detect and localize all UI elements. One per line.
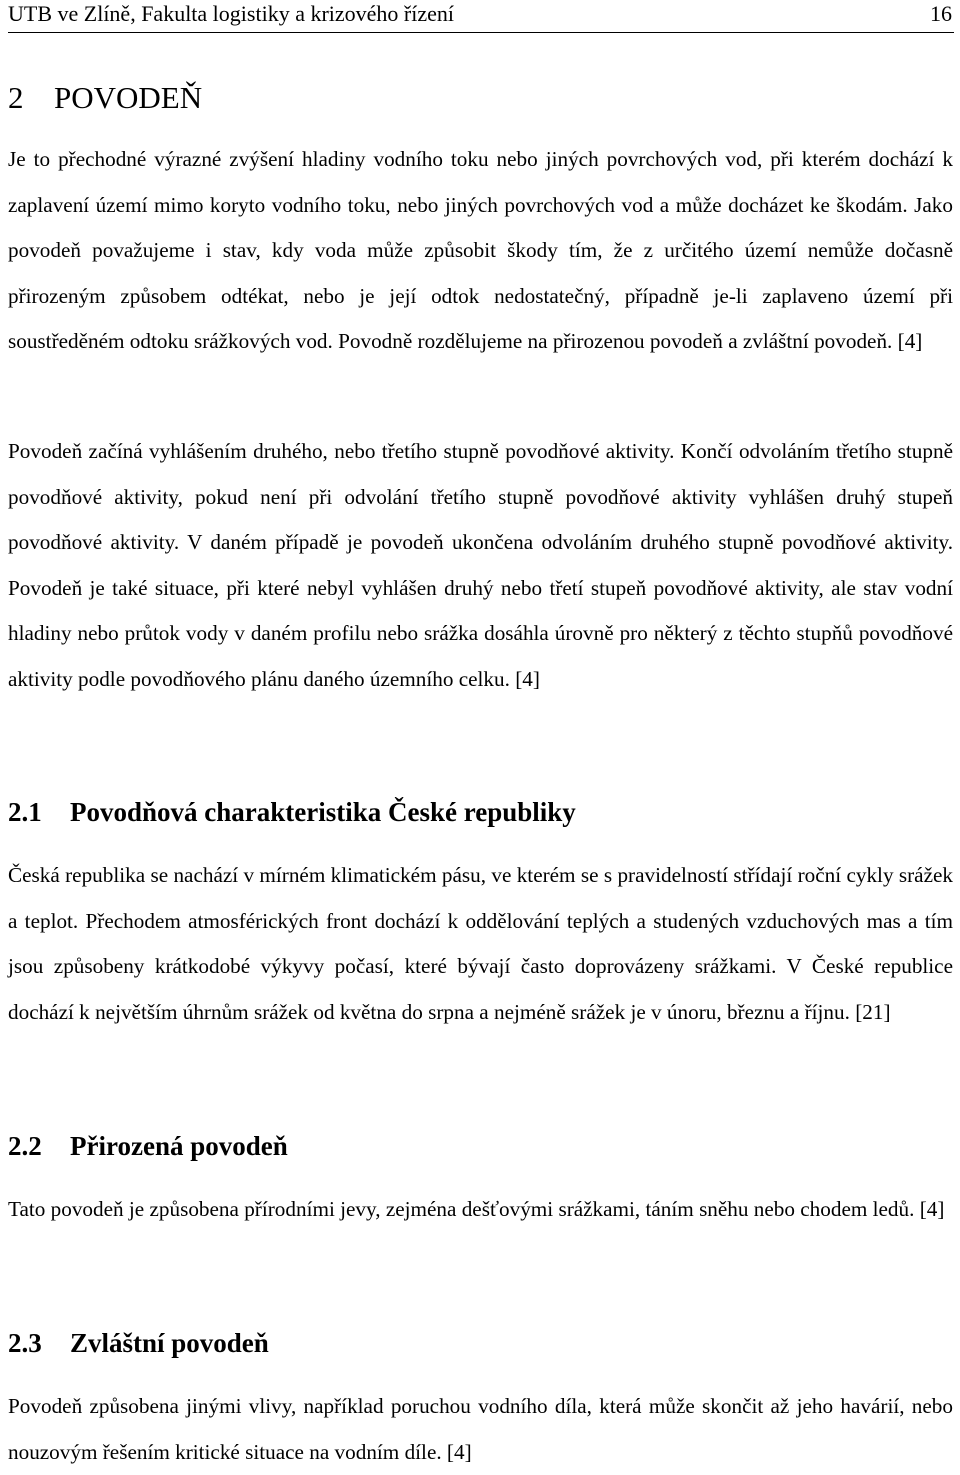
paragraph-intro: Je to přechodné výrazné zvýšení hladiny vodního toku nebo jiných povrchových vod, při kterém dochází k zaplavení území mimo koryto vodního toku, nebo jiných povrchových vod a může docházet ke škodám. Jako povodeň považujeme i stav, kdy voda může způsobit škody tím, že z určitého území nemůže dočasně přirozeným způsobem odtékat, nebo je její odtok nedostatečný, případně je-li zaplaveno území při soustředěném odtoku srážkových vod. Povodně rozdělujeme na přirozenou povodeň a zvláštní povodeň. [4] <box>8 147 953 354</box>
section-title: Přirozená povodeň <box>70 1131 288 1161</box>
paragraph-section-2-1: Česká republika se nachází v mírném klimatickém pásu, ve kterém se s pravidelností střídají roční cykly srážek a teplot. Přechodem atmosférických front dochází k oddělování teplých a studených vzduchových mas a tím jsou způsobeny krátkodobé výkyvy počasí, které bývají často doprovázeny srážkami. V České republice dochází k největším úhrnům srážek od května do srpna a nejméně srážek je v únoru, březnu a říjnu. [21] <box>8 863 953 1024</box>
chapter-heading <box>8 78 202 118</box>
running-header <box>8 0 954 33</box>
chapter-title: POVODEŇ <box>54 80 203 115</box>
section-heading-2-3 <box>8 1325 269 1361</box>
paragraph-section-2-3: Povodeň způsobena jinými vlivy, například poruchou vodního díla, která může skončit až jeho havárií, nebo nouzovým řešením kritické situace na vodním díle. [4] <box>8 1394 953 1464</box>
section-number: 2.1 <box>8 797 42 827</box>
section-number: 2.2 <box>8 1131 42 1161</box>
header-title: UTB ve Zlíně, Fakulta logistiky a krizového řízení <box>8 1 455 26</box>
section-heading-2-1 <box>8 794 576 830</box>
section-heading-2-2 <box>8 1128 288 1164</box>
section-title: Povodňová charakteristika České republiky <box>70 797 576 827</box>
section-title: Zvláštní povodeň <box>70 1328 269 1358</box>
page-number: 16 <box>930 1 952 26</box>
section-number: 2.3 <box>8 1328 42 1358</box>
chapter-number: 2 <box>8 80 24 115</box>
paragraph-section-2-2: Tato povodeň je způsobena přírodními jevy, zejména dešťovými srážkami, táním sněhu nebo chodem ledů. [4] <box>8 1197 945 1221</box>
paragraph-flood-activity: Povodeň začíná vyhlášením druhého, nebo třetího stupně povodňové aktivity. Končí odvoláním třetího stupně povodňové aktivity, pokud není při odvolání třetího stupně povodňové aktivity vyhlášen druhý stupeň povodňové aktivity. V daném případě je povodeň ukončena odvoláním druhého stupně povodňové aktivity. Povodeň je také situace, při které nebyl vyhlášen druhý nebo třetí stupeň povodňové aktivity, ale stav vodní hladiny nebo průtok vody v daném profilu nebo srážka dosáhla úrovně pro některý z těchto stupňů povodňové aktivity podle povodňového plánu daného územního celku. [4] <box>8 439 953 691</box>
